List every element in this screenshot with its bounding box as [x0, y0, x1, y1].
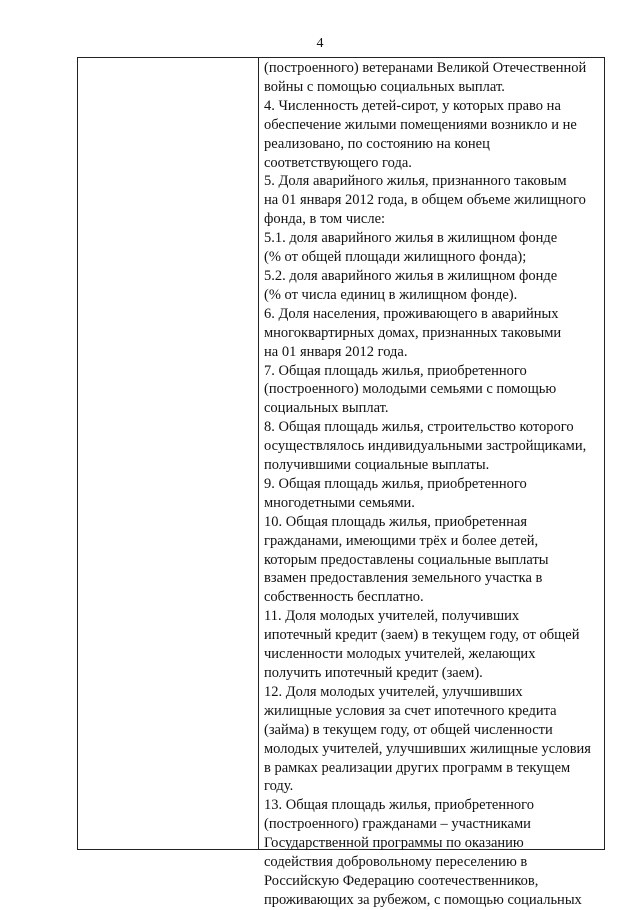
text-line: ипотечный кредит (заем) в текущем году, от общей	[264, 627, 580, 644]
text-line: Государственной программы по оказанию	[264, 835, 524, 852]
text-line: осуществлялось индивидуальными застройщиками,	[264, 438, 587, 455]
text-line: взамен предоставления земельного участка в	[264, 570, 543, 587]
text-line: молодых учителей, улучшивших жилищные условия	[264, 740, 591, 757]
text-line: которым предоставлены социальные выплаты	[264, 551, 549, 568]
text-line: соответствующего года.	[264, 154, 412, 171]
text-line: году.	[264, 778, 294, 795]
text-line: в рамках реализации других программ в текущем	[264, 759, 571, 776]
table-right-cell	[259, 58, 604, 908]
text-line: обеспечение жилыми помещениями возникло и не	[264, 116, 577, 133]
text-line: (построенного) ветеранами Великой Отечественной	[264, 60, 587, 76]
text-line: (% от общей площади жилищного фонда);	[264, 249, 527, 266]
text-line: (% от числа единиц в жилищном фонде).	[264, 286, 518, 303]
text-line: 7. Общая площадь жилья, приобретенного	[264, 362, 527, 379]
text-line: 11. Доля молодых учителей, получивших	[264, 608, 520, 625]
text-line: 8. Общая площадь жилья, строительство которого	[264, 419, 574, 436]
text-line: проживающих за рубежом, с помощью социальных	[264, 891, 582, 908]
text-line: получившими социальные выплаты.	[264, 457, 490, 474]
text-line: 6. Доля населения, проживающего в аварийных	[264, 305, 559, 322]
text-line: 12. Доля молодых учителей, улучшивших	[264, 683, 523, 700]
indicators-table	[77, 57, 605, 908]
text-line: 9. Общая площадь жилья, приобретенного	[264, 475, 527, 492]
text-line: 5.1. доля аварийного жилья в жилищном фонде	[264, 230, 558, 247]
text-line: (займа) в текущем году, от общей численности	[264, 721, 553, 738]
text-line: на 01 января 2012 года, в общем объеме жилищного	[264, 192, 586, 209]
text-line: содействия добровольному переселению в	[264, 854, 528, 871]
text-line: численности молодых учителей, желающих	[264, 646, 536, 663]
text-line: 5.2. доля аварийного жилья в жилищном фонде	[264, 267, 558, 284]
text-line: 4. Численность детей-сирот, у которых право на	[264, 97, 561, 114]
text-line: реализовано, по состоянию на конец	[264, 135, 490, 152]
table-left-cell	[78, 58, 259, 849]
text-line: фонда, в том числе:	[264, 211, 386, 228]
text-line: Российскую Федерацию соотечественников,	[264, 872, 539, 889]
page-number: 4	[316, 36, 324, 51]
text-line: 13. Общая площадь жилья, приобретенного	[264, 797, 534, 814]
text-line: на 01 января 2012 года.	[264, 343, 408, 360]
text-line: 10. Общая площадь жилья, приобретенная	[264, 513, 527, 530]
text-line: жилищные условия за счет ипотечного кредита	[264, 702, 557, 719]
text-line: многодетными семьями.	[264, 494, 415, 511]
text-line: гражданами, имеющими трёх и более детей,	[264, 532, 539, 549]
text-line: собственность бесплатно.	[264, 589, 424, 606]
text-line: (построенного) молодыми семьями с помощью	[264, 381, 557, 398]
text-line: получить ипотечный кредит (заем).	[264, 665, 483, 681]
text-line: многоквартирных домах, признанных таковыми	[264, 324, 562, 341]
text-line: (построенного) гражданами – участниками	[264, 816, 531, 833]
text-line: 5. Доля аварийного жилья, признанного таковым	[264, 173, 567, 190]
text-line: войны с помощью социальных выплат.	[264, 78, 505, 95]
text-line: социальных выплат.	[264, 400, 389, 417]
